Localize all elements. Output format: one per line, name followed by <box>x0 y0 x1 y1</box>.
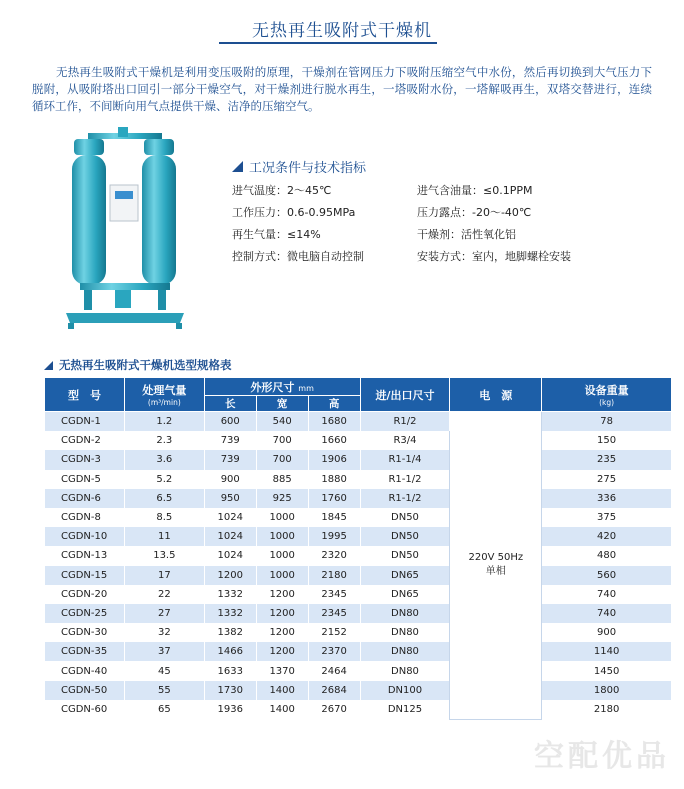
spec-item: 工作压力：0.6-0.95MPa <box>232 206 356 219</box>
table-cell: 1332 <box>204 585 256 604</box>
table-cell: CGDN-2 <box>45 431 125 450</box>
table-cell: CGDN-3 <box>45 450 125 469</box>
table-cell: 1024 <box>204 546 256 565</box>
table-cell: 1200 <box>256 642 308 661</box>
table-cell: 2464 <box>308 661 360 680</box>
table-cell: 1000 <box>256 546 308 565</box>
spec-table <box>44 377 672 720</box>
table-cell: 900 <box>542 623 672 642</box>
table-cell: 700 <box>256 450 308 469</box>
table-cell: CGDN-60 <box>45 700 125 719</box>
triangle-icon <box>44 361 53 370</box>
header-dims: 外形尺寸 mm <box>204 378 360 396</box>
table-cell: 235 <box>542 450 672 469</box>
table-cell: DN100 <box>360 681 450 700</box>
table-cell: DN80 <box>360 642 450 661</box>
table-cell: DN80 <box>360 661 450 680</box>
table-cell: 45 <box>124 661 204 680</box>
intro-paragraph <box>32 64 652 115</box>
table-cell: 22 <box>124 585 204 604</box>
power-cell: 220V 50Hz 单相 <box>450 412 542 720</box>
table-cell: 1332 <box>204 604 256 623</box>
table-cell: CGDN-50 <box>45 681 125 700</box>
table-row <box>45 412 672 432</box>
intro-text: 无热再生吸附式干燥机是利用变压吸附的原理，干燥剂在管网压力下吸附压缩空气中水份，然后再切换到大气压力下脱附，从吸附塔出口回引一部分干燥空气，对干燥剂进行脱水再生，一塔吸附水份，一塔解吸再生，双塔交替进行，连续循环工作，不间断向用气点提供干燥、洁净的压缩空气。 <box>32 65 652 113</box>
table-cell: 375 <box>542 508 672 527</box>
table-cell: 1200 <box>256 604 308 623</box>
table-cell: DN50 <box>360 527 450 546</box>
triangle-icon <box>232 161 243 172</box>
table-row <box>45 681 672 700</box>
table-cell: 560 <box>542 566 672 585</box>
table-cell: 27 <box>124 604 204 623</box>
table-cell: 78 <box>542 412 672 432</box>
header-width: 宽 <box>256 396 308 412</box>
table-row <box>45 661 672 680</box>
table-cell: 1995 <box>308 527 360 546</box>
table-cell: R1-1/2 <box>360 470 450 489</box>
table-cell: 1000 <box>256 527 308 546</box>
table-cell: 2180 <box>308 566 360 585</box>
table-cell: 6.5 <box>124 489 204 508</box>
table-cell: 1024 <box>204 527 256 546</box>
table-cell: 2684 <box>308 681 360 700</box>
table-cell: 55 <box>124 681 204 700</box>
table-cell: R1-1/4 <box>360 450 450 469</box>
table-cell: 336 <box>542 489 672 508</box>
table-cell: 700 <box>256 431 308 450</box>
specs-heading <box>232 157 366 176</box>
table-cell: DN65 <box>360 566 450 585</box>
table-cell: 2370 <box>308 642 360 661</box>
table-row <box>45 508 672 527</box>
table-cell: CGDN-20 <box>45 585 125 604</box>
table-cell: CGDN-13 <box>45 546 125 565</box>
dryer-illustration <box>60 125 190 330</box>
table-cell: 1660 <box>308 431 360 450</box>
table-title <box>44 357 232 373</box>
specs-heading-text: 工况条件与技术指标 <box>249 161 367 176</box>
table-cell: 2670 <box>308 700 360 719</box>
table-cell: 1200 <box>204 566 256 585</box>
table-cell: 2152 <box>308 623 360 642</box>
table-cell: 1845 <box>308 508 360 527</box>
table-cell: 1200 <box>256 585 308 604</box>
table-cell: DN50 <box>360 546 450 565</box>
table-cell: 900 <box>204 470 256 489</box>
table-cell: 2180 <box>542 700 672 719</box>
table-title-text: 无热再生吸附式干燥机选型规格表 <box>59 358 232 372</box>
table-cell: 1000 <box>256 508 308 527</box>
table-cell: 275 <box>542 470 672 489</box>
table-cell: 600 <box>204 412 256 432</box>
table-cell: DN80 <box>360 604 450 623</box>
table-cell: 1730 <box>204 681 256 700</box>
table-cell: DN65 <box>360 585 450 604</box>
table-cell: 1466 <box>204 642 256 661</box>
table-cell: 1382 <box>204 623 256 642</box>
table-row <box>45 700 672 719</box>
table-cell: DN80 <box>360 623 450 642</box>
table-cell: 740 <box>542 604 672 623</box>
table-row <box>45 450 672 469</box>
header-flow: 处理气量 (m³/min) <box>124 378 204 412</box>
table-cell: 1906 <box>308 450 360 469</box>
table-cell: 739 <box>204 431 256 450</box>
table-row <box>45 585 672 604</box>
table-cell: CGDN-35 <box>45 642 125 661</box>
table-cell: 8.5 <box>124 508 204 527</box>
table-cell: 420 <box>542 527 672 546</box>
table-row <box>45 642 672 661</box>
table-cell: 1800 <box>542 681 672 700</box>
table-cell: CGDN-10 <box>45 527 125 546</box>
table-cell: 2345 <box>308 604 360 623</box>
table-cell: CGDN-6 <box>45 489 125 508</box>
table-cell: 13.5 <box>124 546 204 565</box>
spec-item: 进气含油量：≤0.1PPM <box>417 184 533 197</box>
table-cell: 1000 <box>256 566 308 585</box>
table-row <box>45 604 672 623</box>
table-cell: CGDN-25 <box>45 604 125 623</box>
watermark: 空配优品 <box>534 739 670 774</box>
spec-list <box>232 182 652 266</box>
table-cell: 540 <box>256 412 308 432</box>
table-cell: 5.2 <box>124 470 204 489</box>
table-cell: 1370 <box>256 661 308 680</box>
table-cell: CGDN-8 <box>45 508 125 527</box>
table-cell: 925 <box>256 489 308 508</box>
title-underline <box>219 42 437 44</box>
table-cell: 1200 <box>256 623 308 642</box>
table-cell: 2.3 <box>124 431 204 450</box>
header-weight: 设备重量 (kg) <box>542 378 672 412</box>
table-cell: 11 <box>124 527 204 546</box>
table-cell: 740 <box>542 585 672 604</box>
table-cell: CGDN-30 <box>45 623 125 642</box>
spec-item: 再生气量：≤14% <box>232 228 321 241</box>
table-row <box>45 489 672 508</box>
table-cell: 3.6 <box>124 450 204 469</box>
header-model: 型 号 <box>45 378 125 412</box>
table-cell: 1880 <box>308 470 360 489</box>
table-cell: 32 <box>124 623 204 642</box>
table-row <box>45 470 672 489</box>
table-row <box>45 431 672 450</box>
header-port: 进/出口尺寸 <box>360 378 450 412</box>
table-cell: CGDN-1 <box>45 412 125 432</box>
table-cell: 885 <box>256 470 308 489</box>
table-cell: 1680 <box>308 412 360 432</box>
table-cell: 37 <box>124 642 204 661</box>
table-cell: CGDN-5 <box>45 470 125 489</box>
table-cell: 739 <box>204 450 256 469</box>
table-cell: 1140 <box>542 642 672 661</box>
header-power: 电 源 <box>450 378 542 412</box>
table-cell: R3/4 <box>360 431 450 450</box>
table-cell: 2345 <box>308 585 360 604</box>
table-cell: 1450 <box>542 661 672 680</box>
table-row <box>45 546 672 565</box>
spec-item: 控制方式：微电脑自动控制 <box>232 250 364 263</box>
table-row <box>45 566 672 585</box>
header-length: 长 <box>204 396 256 412</box>
table-cell: 2320 <box>308 546 360 565</box>
spec-item: 压力露点：-20～-40℃ <box>417 206 532 219</box>
table-row <box>45 623 672 642</box>
table-cell: 1400 <box>256 681 308 700</box>
table-row <box>45 527 672 546</box>
table-cell: 1936 <box>204 700 256 719</box>
table-cell: DN125 <box>360 700 450 719</box>
table-cell: 1.2 <box>124 412 204 432</box>
table-cell: R1/2 <box>360 412 450 432</box>
table-cell: 1633 <box>204 661 256 680</box>
table-cell: 1024 <box>204 508 256 527</box>
table-cell: 17 <box>124 566 204 585</box>
table-cell: 950 <box>204 489 256 508</box>
header-height: 高 <box>308 396 360 412</box>
spec-item: 干燥剂：活性氧化铝 <box>417 228 516 241</box>
table-cell: 150 <box>542 431 672 450</box>
spec-item: 安装方式：室内，地脚螺栓安装 <box>417 250 571 263</box>
title-area <box>0 10 684 50</box>
page-title: 无热再生吸附式干燥机 <box>252 21 432 41</box>
table-cell: CGDN-15 <box>45 566 125 585</box>
table-cell: 1400 <box>256 700 308 719</box>
table-cell: R1-1/2 <box>360 489 450 508</box>
spec-item: 进气温度：2～45℃ <box>232 184 332 197</box>
table-cell: CGDN-40 <box>45 661 125 680</box>
table-cell: 1760 <box>308 489 360 508</box>
table-cell: 65 <box>124 700 204 719</box>
table-cell: 480 <box>542 546 672 565</box>
table-cell: DN50 <box>360 508 450 527</box>
